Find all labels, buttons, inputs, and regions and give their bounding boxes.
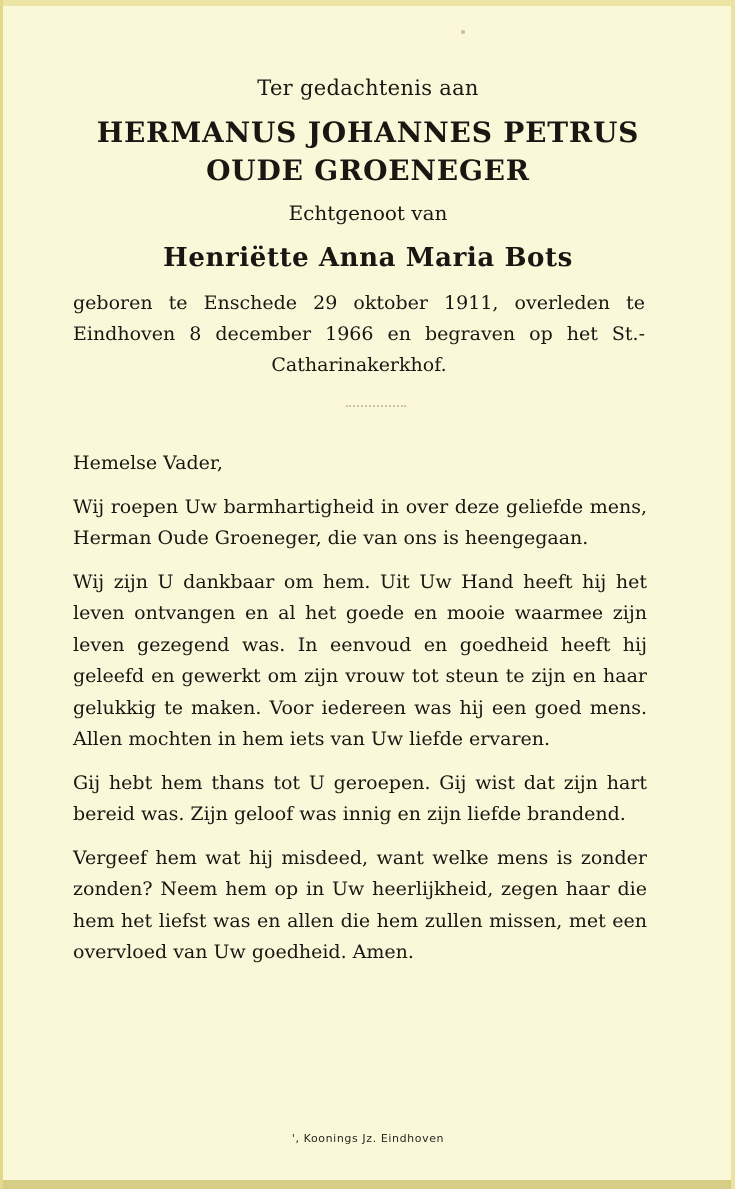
prayer-text xyxy=(73,448,647,981)
ornament-divider xyxy=(346,405,406,409)
printer-credit: ', Koonings Jz. Eindhoven xyxy=(291,1132,445,1145)
deceased-name-line-2: OUDE GROENEGER xyxy=(206,154,530,187)
memorial-intro: Ter gedachtenis aan xyxy=(257,76,479,100)
spouse-label: Echtgenoot van xyxy=(288,201,448,225)
spouse-name: Henriëtte Anna Maria Bots xyxy=(163,243,573,273)
prayer-paragraph-2: Wij zijn U dankbaar om hem. Uit Uw Hand heeft hij het leven ontvangen en al het goede en mooie waarmee zijn leven gezegend was. In eenvoud en goedheid heeft hij geleefd en gewerkt om zijn vrouw tot steun te zijn en haar gelukkig te maken. Voor iedereen was hij een goed mens. Allen mochten in hem iets van Uw liefde ervaren. xyxy=(73,570,647,750)
card-bottom-edge xyxy=(3,1180,731,1189)
prayer-paragraph-1: Wij roepen Uw barmhartigheid in over deze geliefde mens, Herman Oude Groeneger, die van ons is heengegaan. xyxy=(73,495,647,549)
deceased-name-line-1: HERMANUS JOHANNES PETRUS xyxy=(96,116,640,149)
prayer-paragraph-3: Gij hebt hem thans tot U geroepen. Gij wist dat zijn hart bereid was. Zijn geloof was innig en zijn liefde brandend. xyxy=(73,771,647,825)
paper-speck xyxy=(461,30,465,34)
card-top-edge xyxy=(3,0,731,6)
prayer-paragraph-4: Vergeef hem wat hij misdeed, want welke mens is zonder zonden? Neem hem op in Uw heerlijkheid, zegen haar die hem het liefst was en allen die hem zullen missen, met een overvloed van Uw goedheid. Amen. xyxy=(73,846,647,963)
prayer-greeting: Hemelse Vader, xyxy=(73,452,223,474)
life-dates: geboren te Enschede 29 oktober 1911, overleden te Eindhoven 8 december 1966 en begraven op het St.-Catharinakerkhof. xyxy=(73,292,645,376)
deceased-name xyxy=(43,114,693,190)
